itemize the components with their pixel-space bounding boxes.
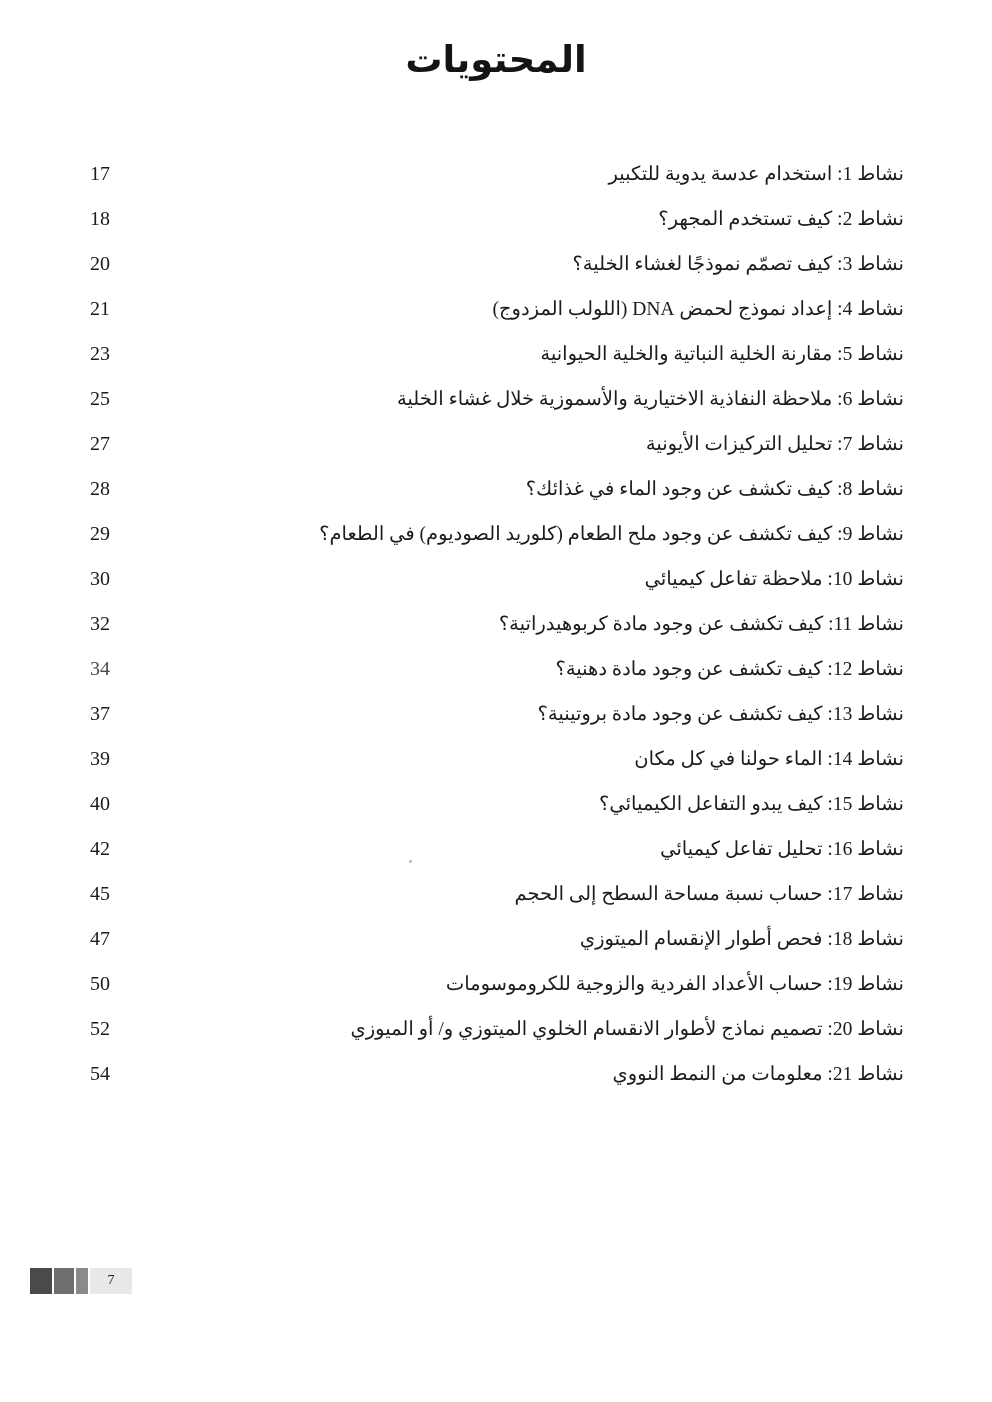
toc-entry-label: نشاط 6: ملاحظة النفاذية الاختيارية والأسموزية خلال غشاء الخلية xyxy=(396,389,904,410)
toc-entry[interactable] xyxy=(0,782,992,827)
toc-entry-label: نشاط 4: إعداد نموذج لحمض DNA (اللولب المزدوج) xyxy=(492,299,904,320)
toc-entry-label: نشاط 19: حساب الأعداد الفردية والزوجية للكروموسومات xyxy=(445,974,904,995)
toc-entry-page: 45 xyxy=(90,883,110,905)
toc-entry-page: 28 xyxy=(90,478,110,500)
toc-entry-label: نشاط 13: كيف تكشف عن وجود مادة بروتينية؟ xyxy=(537,704,904,725)
footer-bar-dark xyxy=(30,1268,52,1294)
toc-entry[interactable] xyxy=(0,737,992,782)
toc-entry-label: نشاط 18: فحص أطوار الإنقسام الميتوزي xyxy=(579,929,904,950)
toc-entry[interactable] xyxy=(0,422,992,467)
toc-entry-label: نشاط 3: كيف تصمّم نموذجًا لغشاء الخلية؟ xyxy=(572,254,904,275)
toc-entry[interactable] xyxy=(0,197,992,242)
toc-entry-label: نشاط 2: كيف تستخدم المجهر؟ xyxy=(658,209,904,230)
toc-entry[interactable] xyxy=(0,872,992,917)
footer-bar-light xyxy=(76,1268,88,1294)
toc-entry[interactable] xyxy=(0,332,992,377)
toc-entry[interactable] xyxy=(0,467,992,512)
toc-entry-label: نشاط 17: حساب نسبة مساحة السطح إلى الحجم xyxy=(514,884,904,905)
toc-entry-page: 29 xyxy=(90,523,110,545)
toc-entry-page: 50 xyxy=(90,973,110,995)
toc-entry-page: 34 xyxy=(90,658,110,680)
toc-entry[interactable] xyxy=(0,602,992,647)
toc-entry[interactable] xyxy=(0,647,992,692)
toc-entry[interactable] xyxy=(0,962,992,1007)
footer-bar-mid xyxy=(54,1268,74,1294)
toc-entry[interactable] xyxy=(0,917,992,962)
toc-entry-label: نشاط 14: الماء حولنا في كل مكان xyxy=(634,749,904,770)
toc-entry[interactable] xyxy=(0,1007,992,1052)
toc-entry-page: 42 xyxy=(90,838,110,860)
toc-entry-page: 17 xyxy=(90,163,110,185)
toc-entry-label: نشاط 12: كيف تكشف عن وجود مادة دهنية؟ xyxy=(555,659,904,680)
toc-entry-page: 47 xyxy=(90,928,110,950)
toc-entry-label: نشاط 5: مقارنة الخلية النباتية والخلية الحيوانية xyxy=(540,344,904,365)
toc-entry[interactable] xyxy=(0,287,992,332)
toc-entry-label: نشاط 1: استخدام عدسة يدوية للتكبير xyxy=(608,164,904,185)
toc-entry-page: 21 xyxy=(90,298,110,320)
toc-entry-label: نشاط 10: ملاحظة تفاعل كيميائي xyxy=(644,569,904,590)
toc-entry[interactable] xyxy=(0,827,992,872)
toc-entry-label: نشاط 8: كيف تكشف عن وجود الماء في غذائك؟ xyxy=(525,479,904,500)
toc-entry-page: 30 xyxy=(90,568,110,590)
toc-entry[interactable] xyxy=(0,557,992,602)
toc-entry[interactable] xyxy=(0,242,992,287)
toc-entry-page: 32 xyxy=(90,613,110,635)
toc-entry-label: نشاط 15: كيف يبدو التفاعل الكيميائي؟ xyxy=(598,794,904,815)
toc-entry-page: 20 xyxy=(90,253,110,275)
toc-entry[interactable] xyxy=(0,1052,992,1097)
toc-entry-page: 25 xyxy=(90,388,110,410)
toc-entry-page: 23 xyxy=(90,343,110,365)
page-title: المحتويات xyxy=(405,39,587,80)
page-footer xyxy=(30,1268,132,1294)
table-of-contents xyxy=(0,152,992,1097)
toc-entry-label: نشاط 7: تحليل التركيزات الأيونية xyxy=(645,434,904,455)
toc-entry[interactable] xyxy=(0,377,992,422)
toc-entry-page: 39 xyxy=(90,748,110,770)
toc-entry[interactable] xyxy=(0,692,992,737)
toc-entry-label: نشاط 9: كيف تكشف عن وجود ملح الطعام (كلوريد الصوديوم) في الطعام؟ xyxy=(319,524,904,545)
toc-entry-page: 40 xyxy=(90,793,110,815)
toc-entry-label: نشاط 11: كيف تكشف عن وجود مادة كربوهيدراتية؟ xyxy=(498,614,904,635)
toc-entry-label: نشاط 21: معلومات من النمط النووي xyxy=(612,1064,904,1085)
toc-entry-page: 54 xyxy=(90,1063,110,1085)
toc-entry[interactable] xyxy=(0,152,992,197)
scan-speck xyxy=(409,860,412,863)
toc-entry-page: 27 xyxy=(90,433,110,455)
toc-entry-page: 37 xyxy=(90,703,110,725)
toc-entry-page: 18 xyxy=(90,208,110,230)
page-number: 7 xyxy=(90,1268,132,1294)
toc-entry[interactable] xyxy=(0,512,992,557)
toc-entry-label: نشاط 20: تصميم نماذج لأطوار الانقسام الخلوي الميتوزي و/ أو الميوزي xyxy=(350,1019,904,1040)
toc-entry-page: 52 xyxy=(90,1018,110,1040)
toc-entry-label: نشاط 16: تحليل تفاعل كيميائي xyxy=(660,839,904,860)
